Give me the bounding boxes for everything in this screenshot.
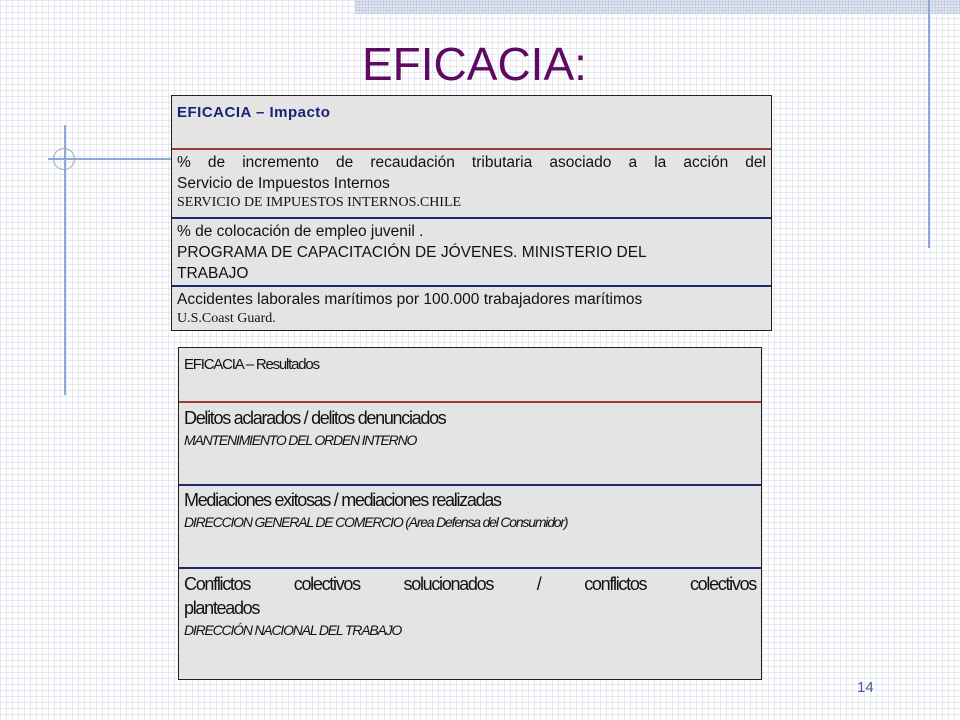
row-separator [172,217,771,219]
decorative-circle [53,148,75,170]
indicator-source: SERVICIO DE IMPUESTOS INTERNOS.CHILE [177,195,462,210]
indicator-text: Servicio de Impuestos Internos [177,175,390,192]
indicator-source: DIRECCION GENERAL DE COMERCIO (Area Defensa del Consumidor) [184,514,568,530]
table-row [177,221,766,284]
slide-title: EFICACIA: [362,38,587,90]
indicator-text: PROGRAMA DE CAPACITACIÓN DE JÓVENES. MINISTERIO DEL [177,244,647,261]
indicator-text: Accidentes laborales marítimos por 100.000 trabajadores marítimos [177,291,643,308]
row-separator [179,401,761,403]
indicator-text: Conflictos colectivos solucionados / conflictos colectivos [184,574,756,594]
table-header-row [184,356,756,373]
impact-indicators-table [171,95,772,331]
table-row [177,152,766,212]
indicator-text: Mediaciones exitosas / mediaciones realizadas [184,490,501,510]
results-indicators-table [178,347,762,680]
indicator-text: planteados [184,598,260,618]
indicator-source: MANTENIMIENTO DEL ORDEN INTERNO [184,432,417,448]
row-separator [172,285,771,287]
table-row [184,488,756,532]
indicator-text: % de colocación de empleo juvenil . [177,223,424,240]
row-separator [179,484,761,486]
row-separator [172,148,771,150]
table-row [177,289,766,328]
table-header-row [177,104,766,121]
indicator-text: Delitos aclarados / delitos denunciados [184,408,446,428]
table-header: EFICACIA – Impacto [177,104,331,121]
indicator-text: TRABAJO [177,265,249,282]
decorative-right-vertical-line [928,0,930,248]
decorative-top-band [355,0,960,14]
table-header: EFICACIA – Resultados [184,356,319,373]
page-number: 14 [857,679,874,696]
row-separator [179,567,761,569]
table-row [184,406,756,450]
indicator-text: % de incremento de recaudación tributaria asociado a la acción del [177,154,766,171]
indicator-source: DIRECCIÓN NACIONAL DEL TRABAJO [184,622,402,638]
indicator-source: U.S.Coast Guard. [177,311,276,326]
table-row [184,572,756,640]
